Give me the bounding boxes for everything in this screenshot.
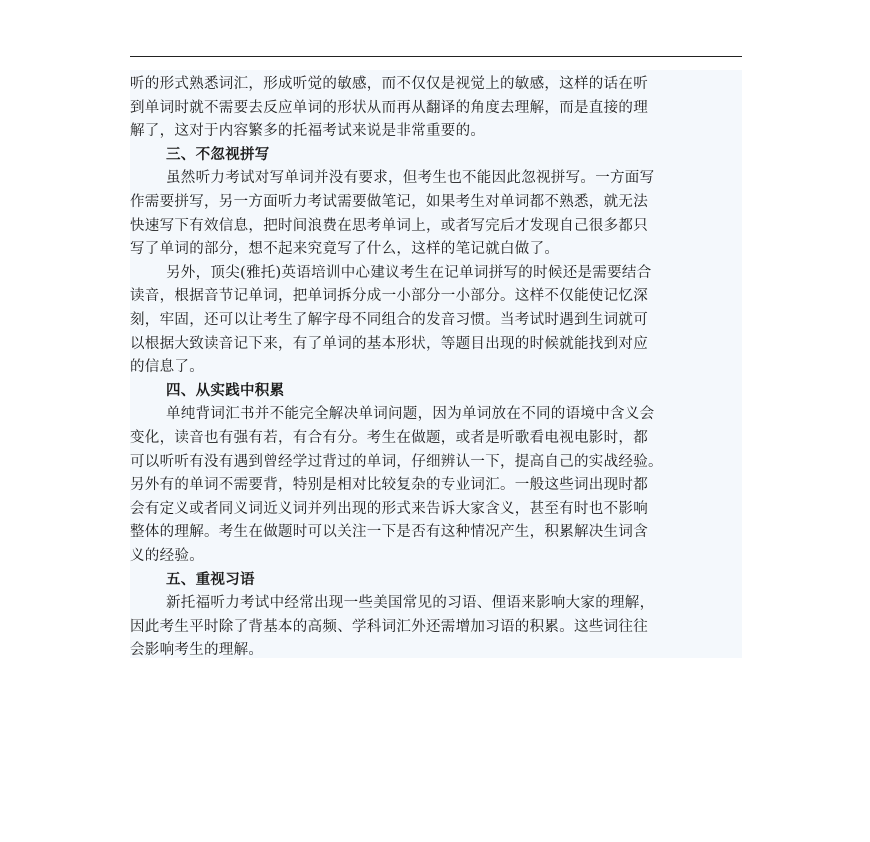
document-text-block xyxy=(130,70,742,658)
text-line: 会有定义或者同义词近义词并列出现的形式来告诉大家含义，甚至有时也不影响 xyxy=(130,500,648,517)
text-line: 虽然听力考试对写单词并没有要求，但考生也不能因此忽视拼写。一方面写 xyxy=(166,170,655,187)
text-line: 刻，牢固，还可以让考生了解字母不同组合的发音习惯。当考试时遇到生词就可 xyxy=(130,312,648,328)
text-line: 因此考生平时除了背基本的高频、学科词汇外还需增加习语的积累。这些词往往 xyxy=(130,618,648,635)
text-line: 义的经验。 xyxy=(130,548,204,564)
text-line: 另外，顶尖(雅托)英语培训中心建议考生在记单词拼写的时候还是需要结合 xyxy=(166,264,652,281)
text-line: 到单词时就不需要去反应单词的形状从而再从翻译的角度去理解，而是直接的理 xyxy=(130,99,648,116)
text-line: 解了，这对于内容繁多的托福考试来说是非常重要的。 xyxy=(130,123,486,140)
text-line: 可以听听有没有遇到曾经学过背过的单词，仔细辨认一下，提高自己的实战经验。 xyxy=(130,453,663,470)
text-line: 会影响考生的理解。 xyxy=(130,642,264,659)
text-line: 以根据大致读音记下来，有了单词的基本形状，等题目出现的时候就能找到对应 xyxy=(130,335,648,352)
text-line: 另外有的单词不需要背，特别是相对比较复杂的专业词汇。一般这些词出现时都 xyxy=(130,477,648,494)
text-line: 新托福听力考试中经常出现一些美国常见的习语、俚语来影响大家的理解， xyxy=(166,595,655,612)
text-line: 单纯背词汇书并不能完全解决单词问题，因为单词放在不同的语境中含义会 xyxy=(166,406,655,423)
text-line: 听的形式熟悉词汇，形成听觉的敏感，而不仅仅是视觉上的敏感，这样的话在听 xyxy=(130,76,648,92)
text-line: 的信息了。 xyxy=(130,359,204,376)
text-line: 整体的理解。考生在做题时可以关注一下是否有这种情况产生，积累解决生词含 xyxy=(130,524,648,541)
section-heading: 四、从实践中积累 xyxy=(166,381,285,399)
header-rule xyxy=(130,56,742,57)
text-line: 写了单词的部分，想不起来究竟写了什么，这样的笔记就白做了。 xyxy=(130,241,560,258)
section-heading: 三、不忽视拼写 xyxy=(166,145,270,163)
section-heading: 五、重视习语 xyxy=(166,570,255,588)
text-line: 变化，读音也有强有若，有合有分。考生在做题，或者是听歌看电视电影时，都 xyxy=(130,430,648,446)
text-line: 快速写下有效信息，把时间浪费在思考单词上，或者写完后才发现自己很多都只 xyxy=(130,217,648,234)
text-line: 作需要拼写，另一方面听力考试需要做笔记，如果考生对单词都不熟悉，就无法 xyxy=(130,194,648,210)
text-line: 读音，根据音节记单词，把单词拆分成一小部分一小部分。这样不仅能使记忆深 xyxy=(130,288,648,305)
